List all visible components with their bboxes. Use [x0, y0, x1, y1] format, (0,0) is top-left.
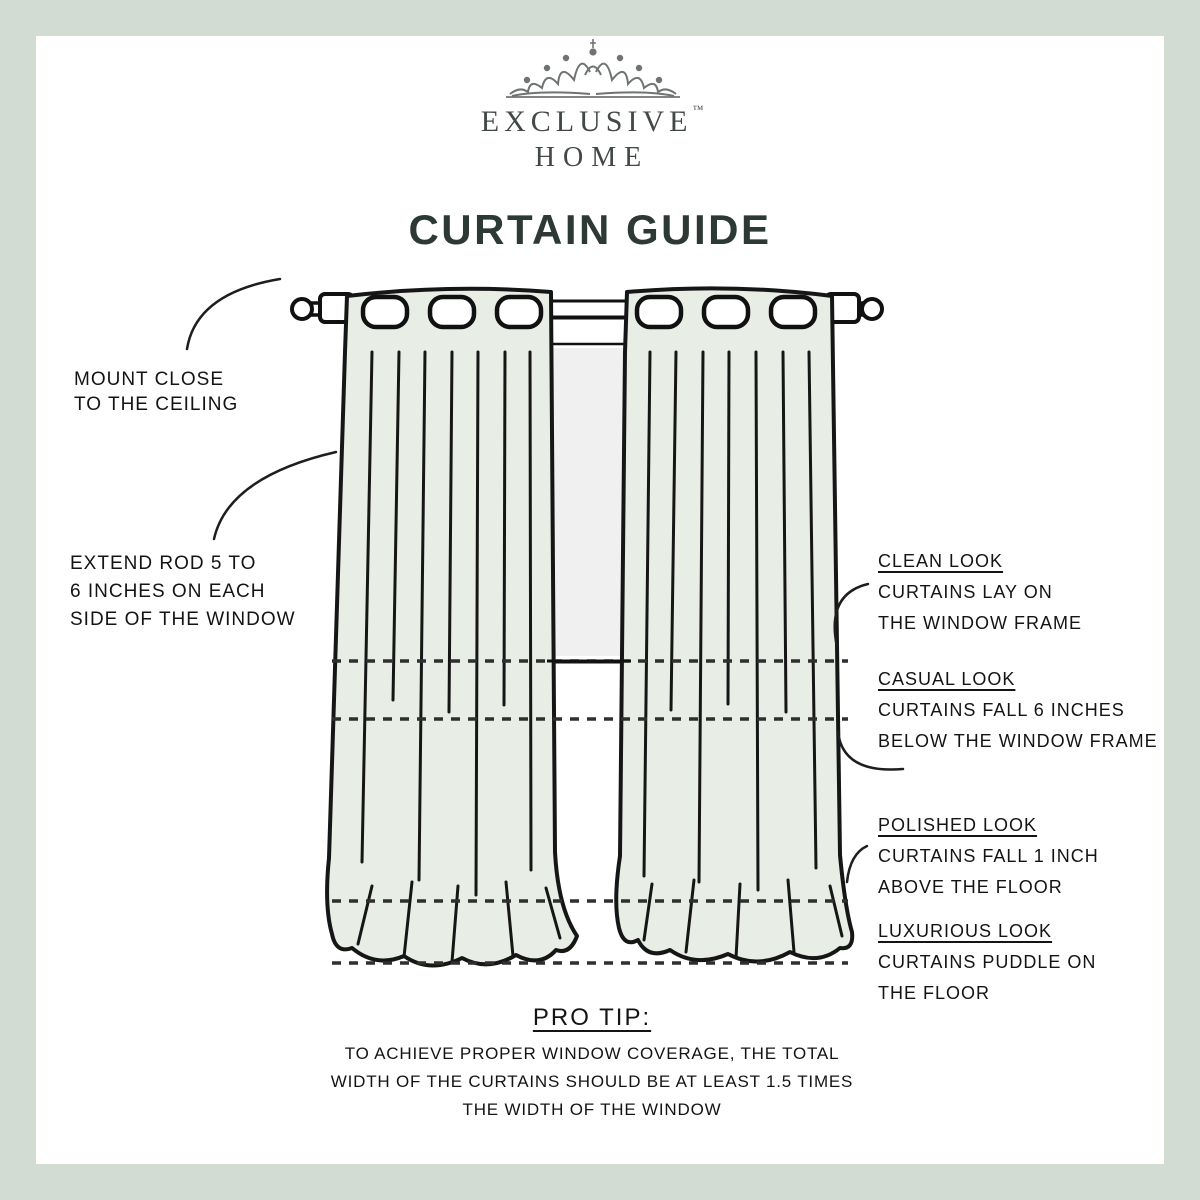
- annotation-extend-rod: [70, 550, 296, 634]
- annotation-heading: CASUAL LOOK: [878, 669, 1016, 689]
- leader-polished-look: [847, 846, 867, 882]
- pro-tip-line: THE WIDTH OF THE WINDOW: [462, 1100, 722, 1119]
- left-panel-grommets: [363, 297, 541, 327]
- annotation-line: SIDE OF THE WINDOW: [70, 609, 296, 630]
- annotation-line: CURTAINS PUDDLE ON: [878, 952, 1097, 972]
- brand-wordmark: [0, 104, 1184, 139]
- grommet: [430, 297, 474, 327]
- right-curtain-panel: [616, 288, 852, 961]
- annotation-heading: POLISHED LOOK: [878, 815, 1038, 835]
- annotation-casual-look: [878, 664, 1158, 757]
- annotation-line: 6 INCHES ON EACH: [70, 581, 266, 602]
- leader-extend-rod: [214, 452, 336, 539]
- annotation-luxurious-look: [878, 916, 1096, 1009]
- annotation-mount-ceiling: [74, 367, 238, 417]
- window-glass: [553, 348, 625, 656]
- annotation-line: CURTAINS FALL 6 INCHES: [878, 700, 1125, 720]
- annotation-line: BELOW THE WINDOW FRAME: [878, 731, 1158, 751]
- grommet: [363, 297, 407, 327]
- grommet: [771, 297, 815, 327]
- grommet: [497, 297, 541, 327]
- window: [547, 318, 631, 662]
- left-curtain-panel: [327, 289, 577, 966]
- annotation-polished-look: [878, 810, 1099, 903]
- annotation-clean-look: [878, 546, 1082, 639]
- leader-mount-ceiling: [187, 279, 280, 349]
- pro-tip-line: WIDTH OF THE CURTAINS SHOULD BE AT LEAST 1.5 TIMES: [330, 1072, 854, 1091]
- annotation-line: TO THE CEILING: [74, 394, 239, 415]
- pro-tip-line: TO ACHIEVE PROPER WINDOW COVERAGE, THE TOTAL: [344, 1044, 840, 1063]
- annotation-heading: CLEAN LOOK: [878, 551, 1004, 571]
- annotation-line: CURTAINS FALL 1 INCH: [878, 846, 1099, 866]
- right-panel-grommets: [637, 297, 815, 327]
- page-title: CURTAIN GUIDE: [408, 206, 772, 253]
- annotation-line: ABOVE THE FLOOR: [878, 877, 1063, 897]
- pro-tip-body: [272, 1040, 912, 1124]
- left-finial-icon: [292, 299, 312, 319]
- annotation-heading: LUXURIOUS LOOK: [878, 921, 1053, 941]
- annotation-line: THE FLOOR: [878, 983, 991, 1003]
- annotation-line: EXTEND ROD 5 TO: [70, 553, 257, 574]
- trademark-symbol: ™: [692, 104, 704, 116]
- brand-name-text: EXCLUSIVE: [480, 105, 693, 138]
- crest-ornament-icon: [506, 39, 680, 97]
- brand-wordmark-home: HOME: [534, 142, 650, 173]
- grommet: [704, 297, 748, 327]
- grommet: [637, 297, 681, 327]
- annotation-line: THE WINDOW FRAME: [878, 613, 1082, 633]
- right-finial-icon: [862, 299, 882, 319]
- annotation-line: MOUNT CLOSE: [74, 369, 225, 390]
- leader-clean-look: [835, 584, 868, 647]
- pro-tip-heading: PRO TIP:: [532, 1004, 652, 1031]
- annotation-line: CURTAINS LAY ON: [878, 582, 1053, 602]
